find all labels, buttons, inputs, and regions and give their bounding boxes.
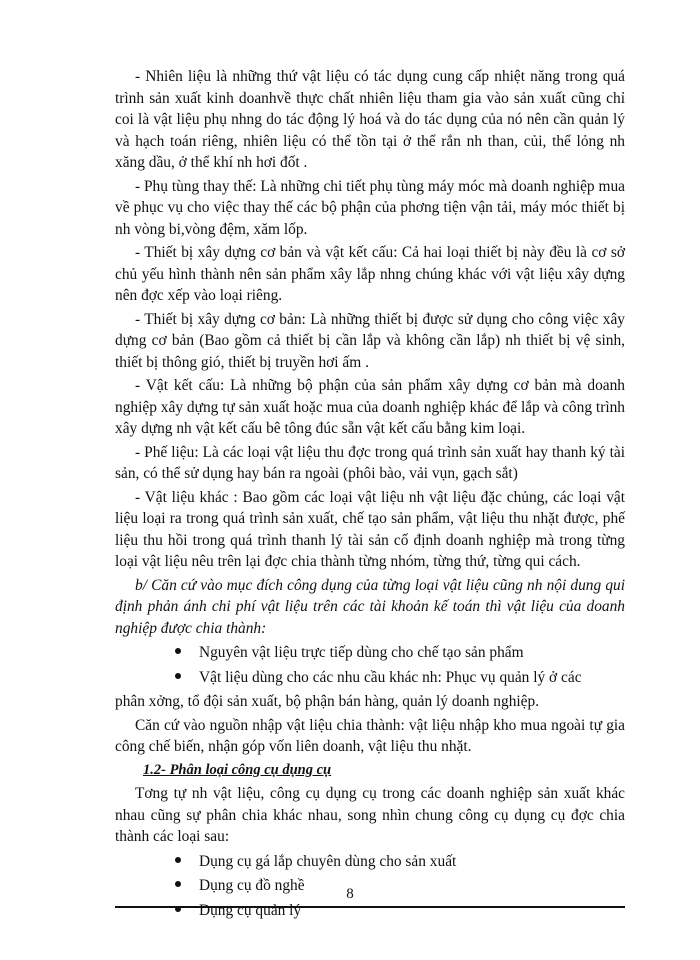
list-item-text: Dụng cụ đồ nghề	[199, 877, 305, 894]
list-item-text: Vật liệu dùng cho các nhu cầu khác nh: Phục vụ quản lý ở các	[199, 668, 582, 686]
bullet-icon	[175, 648, 181, 654]
bullet-continuation: phân xởng, tổ đội sản xuất, bộ phận bán hàng, quản lý doanh nghiệp.	[115, 693, 540, 710]
paragraph-basic-equipment: - Thiết bị xây dựng cơ bản: Là những thiết bị được sử dụng cho công việc xây dựng cơ bản (Bao gồm cả thiết bị cần lắp và không cần lắp) nh thiết bị vệ sinh, thiết bị thông gió, thiết bị truyền hơi ấm .	[115, 310, 625, 371]
paragraph-construction-equipment: - Thiết bị xây dựng cơ bản và vật kết cấu: Cả hai loại thiết bị này đều là cơ sở chủ yếu hình thành nên sản phẩm xây lắp nhng chúng khác với vật liệu xây dựng nên đợc xếp vào loại riêng.	[115, 244, 625, 304]
paragraph-scrap: - Phế liệu: Là các loại vật liệu thu đợc trong quá trình sản xuất hay thanh ký tài sản, có thể sử dụng hay bán ra ngoài (phôi bào, vải vụn, gạch sắt)	[115, 443, 625, 482]
list-item	[175, 667, 625, 689]
paragraph-other-materials: - Vật liệu khác : Bao gồm các loại vật liệu nh vật liệu đặc chủng, các loại vật liệu loại ra trong quá trình sản xuất, chế tạo sản phẩm, vật liệu thu nhặt được, phế liệu thu hồi trong quá trình thanh lý tài sản cố định doanh nghiệp mà trong từng loại vật liệu nêu trên lại đợc chia thành từng nhóm, từng thứ, từng qui cách.	[115, 488, 625, 570]
list-item-text: Dụng cụ quản lý	[199, 901, 302, 919]
list-item-text: Dụng cụ gá lắp chuyên dùng cho sản xuất	[199, 852, 457, 870]
paragraph-classification-b: b/ Căn cứ vào mục đích công dụng của từng loại vật liệu cũng nh nội dung qui định phản ánh chi phí vật liệu trên các tài khoản kế toán thì vật liệu của doanh nghiệp được chia thành:	[115, 576, 625, 637]
paragraph-spare-parts: - Phụ tùng thay thế: Là những chi tiết phụ tùng máy móc mà doanh nghiệp mua về phục vụ cho việc thay thế các bộ phận của phơng tiện vận tải, máy móc thiết bị nh vòng bi,vòng đệm, xăm lốp.	[115, 177, 625, 238]
list-item	[175, 642, 625, 664]
bullet-icon	[175, 673, 181, 679]
section-heading: 1.2- Phân loại công cụ dụng cụ	[143, 761, 332, 778]
list-item	[175, 851, 625, 873]
paragraph-tools: Tơng tự nh vật liệu, công cụ dụng cụ trong các doanh nghiệp sản xuất khác nhau cũng sự phân chia khác nhau, song nhìn chung công cụ dụng cụ đợc chia thành các loại sau:	[115, 785, 625, 845]
paragraph-structures: - Vật kết cấu: Là những bộ phận của sản phẩm xây dựng cơ bản mà doanh nghiệp xây dựng tự sản xuất hoặc mua của doanh nghiệp khác để lắp và công trình xây dựng nh vật kết cấu bê tông đúc sẵn vật kết cấu bằng kim loại.	[115, 377, 625, 437]
page-number: 8	[346, 886, 354, 902]
paragraph-fuel: - Nhiên liệu là những thứ vật liệu có tác dụng cung cấp nhiệt năng trong quá trình sản xuất kinh doanhvề thực chất nhiên liệu tham gia vào sản xuất cũng chỉ coi là vật liệu phụ nhng do tác động lý hoá và do tác dụng của nó nên cần quản lý và hạch toán riêng, nhiên liệu có thể tồn tại ở thể rắn nh than, củi, thể lỏng nh xăng dầu, ở thể khí nh hơi đốt .	[115, 68, 625, 171]
paragraph-source: Căn cứ vào nguồn nhập vật liệu chia thành: vật liệu nhập kho mua ngoài tự gia công chế biến, nhận góp vốn liên doanh, vật liệu thu nhặt.	[115, 716, 625, 755]
document-body	[115, 66, 625, 924]
footer-divider	[115, 906, 625, 908]
list-item-text: Nguyên vật liệu trực tiếp dùng cho chế tạo sản phẩm	[199, 644, 524, 661]
bullet-icon	[175, 857, 181, 863]
